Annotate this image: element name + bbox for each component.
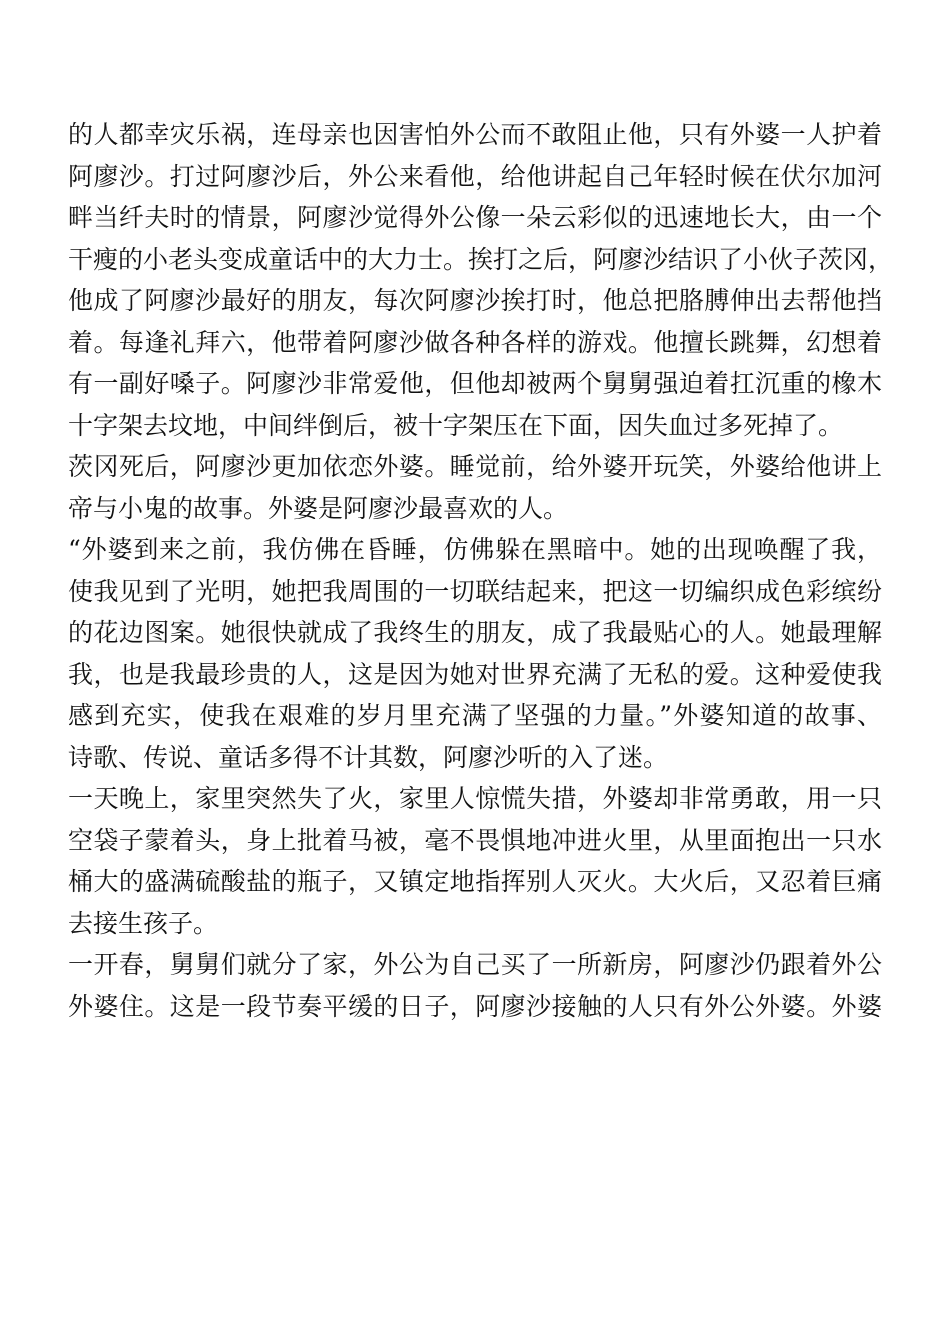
text-line-7: 有一副好嗓子。阿廖沙非常爱他，但他却被两个舅舅强迫着扛沉重的橡木 (68, 369, 882, 398)
text-line-9: 茨冈死后，阿廖沙更加依恋外婆。睡觉前，给外婆开玩笑，外婆给他讲上 (68, 452, 882, 481)
text-line-13: 的花边图案。她很快就成了我终生的朋友，成了我最贴心的人。她最理解 (68, 618, 882, 647)
text-line-12: 使我见到了光明，她把我周围的一切联结起来，把这一切编织成色彩缤纷 (68, 576, 882, 606)
text-line-14: 我，也是我最珍贵的人，这是因为她对世界充满了无私的爱。这种爱使我 (68, 659, 882, 689)
text-line-19: 桶大的盛满硫酸盐的瓶子，又镇定地指挥别人灭火。大火后，又忍着巨痛 (68, 867, 882, 896)
text-line-16: 诗歌、传说、童话多得不计其数，阿廖沙听的入了迷。 (68, 742, 669, 772)
text-line-2: 阿廖沙。打过阿廖沙后，外公来看他，给他讲起自己年轻时候在伏尔加河 (68, 161, 882, 191)
text-line-5: 他成了阿廖沙最好的朋友，每次阿廖沙挨打时，他总把胳膊伸出去帮他挡 (68, 286, 882, 315)
text-line-6: 着。每逢礼拜六，他带着阿廖沙做各种各样的游戏。他擅长跳舞，幻想着 (68, 327, 882, 357)
text-line-1: 的人都幸灾乐祸，连母亲也因害怕外公而不敢阻止他，只有外婆一人护着 (68, 120, 882, 149)
text-line-8: 十字架去坟地，中间绊倒后，被十字架压在下面，因失血过多死掉了。 (68, 410, 844, 440)
text-line-4: 干瘦的小老头变成童话中的大力士。挨打之后，阿廖沙结识了小伙子茨冈， (68, 244, 894, 274)
text-line-22: 外婆住。这是一段节奏平缓的日子，阿廖沙接触的人只有外公外婆。外婆 (68, 991, 882, 1021)
text-line-18: 空袋子蒙着头，身上批着马被，毫不畏惧地冲进火里，从里面抱出一只水 (68, 825, 882, 855)
text-line-11: “外婆到来之前，我仿佛在昏睡，仿佛躲在黑暗中。她的出现唤醒了我， (68, 535, 882, 564)
document-body (68, 114, 894, 1027)
text-line-21: 一开春，舅舅们就分了家，外公为自己买了一所新房，阿廖沙仍跟着外公 (68, 950, 882, 979)
text-line-10: 帝与小鬼的故事。外婆是阿廖沙最喜欢的人。 (68, 493, 569, 523)
text-line-3: 畔当纤夫时的情景，阿廖沙觉得外公像一朵云彩似的迅速地长大，由一个 (68, 203, 882, 232)
text-line-15: 感到充实，使我在艰难的岁月里充满了坚强的力量。”外婆知道的故事、 (68, 701, 882, 730)
text-line-20: 去接生孩子。 (68, 908, 219, 938)
text-line-17: 一天晚上，家里突然失了火，家里人惊慌失措，外婆却非常勇敢，用一只 (68, 784, 882, 813)
